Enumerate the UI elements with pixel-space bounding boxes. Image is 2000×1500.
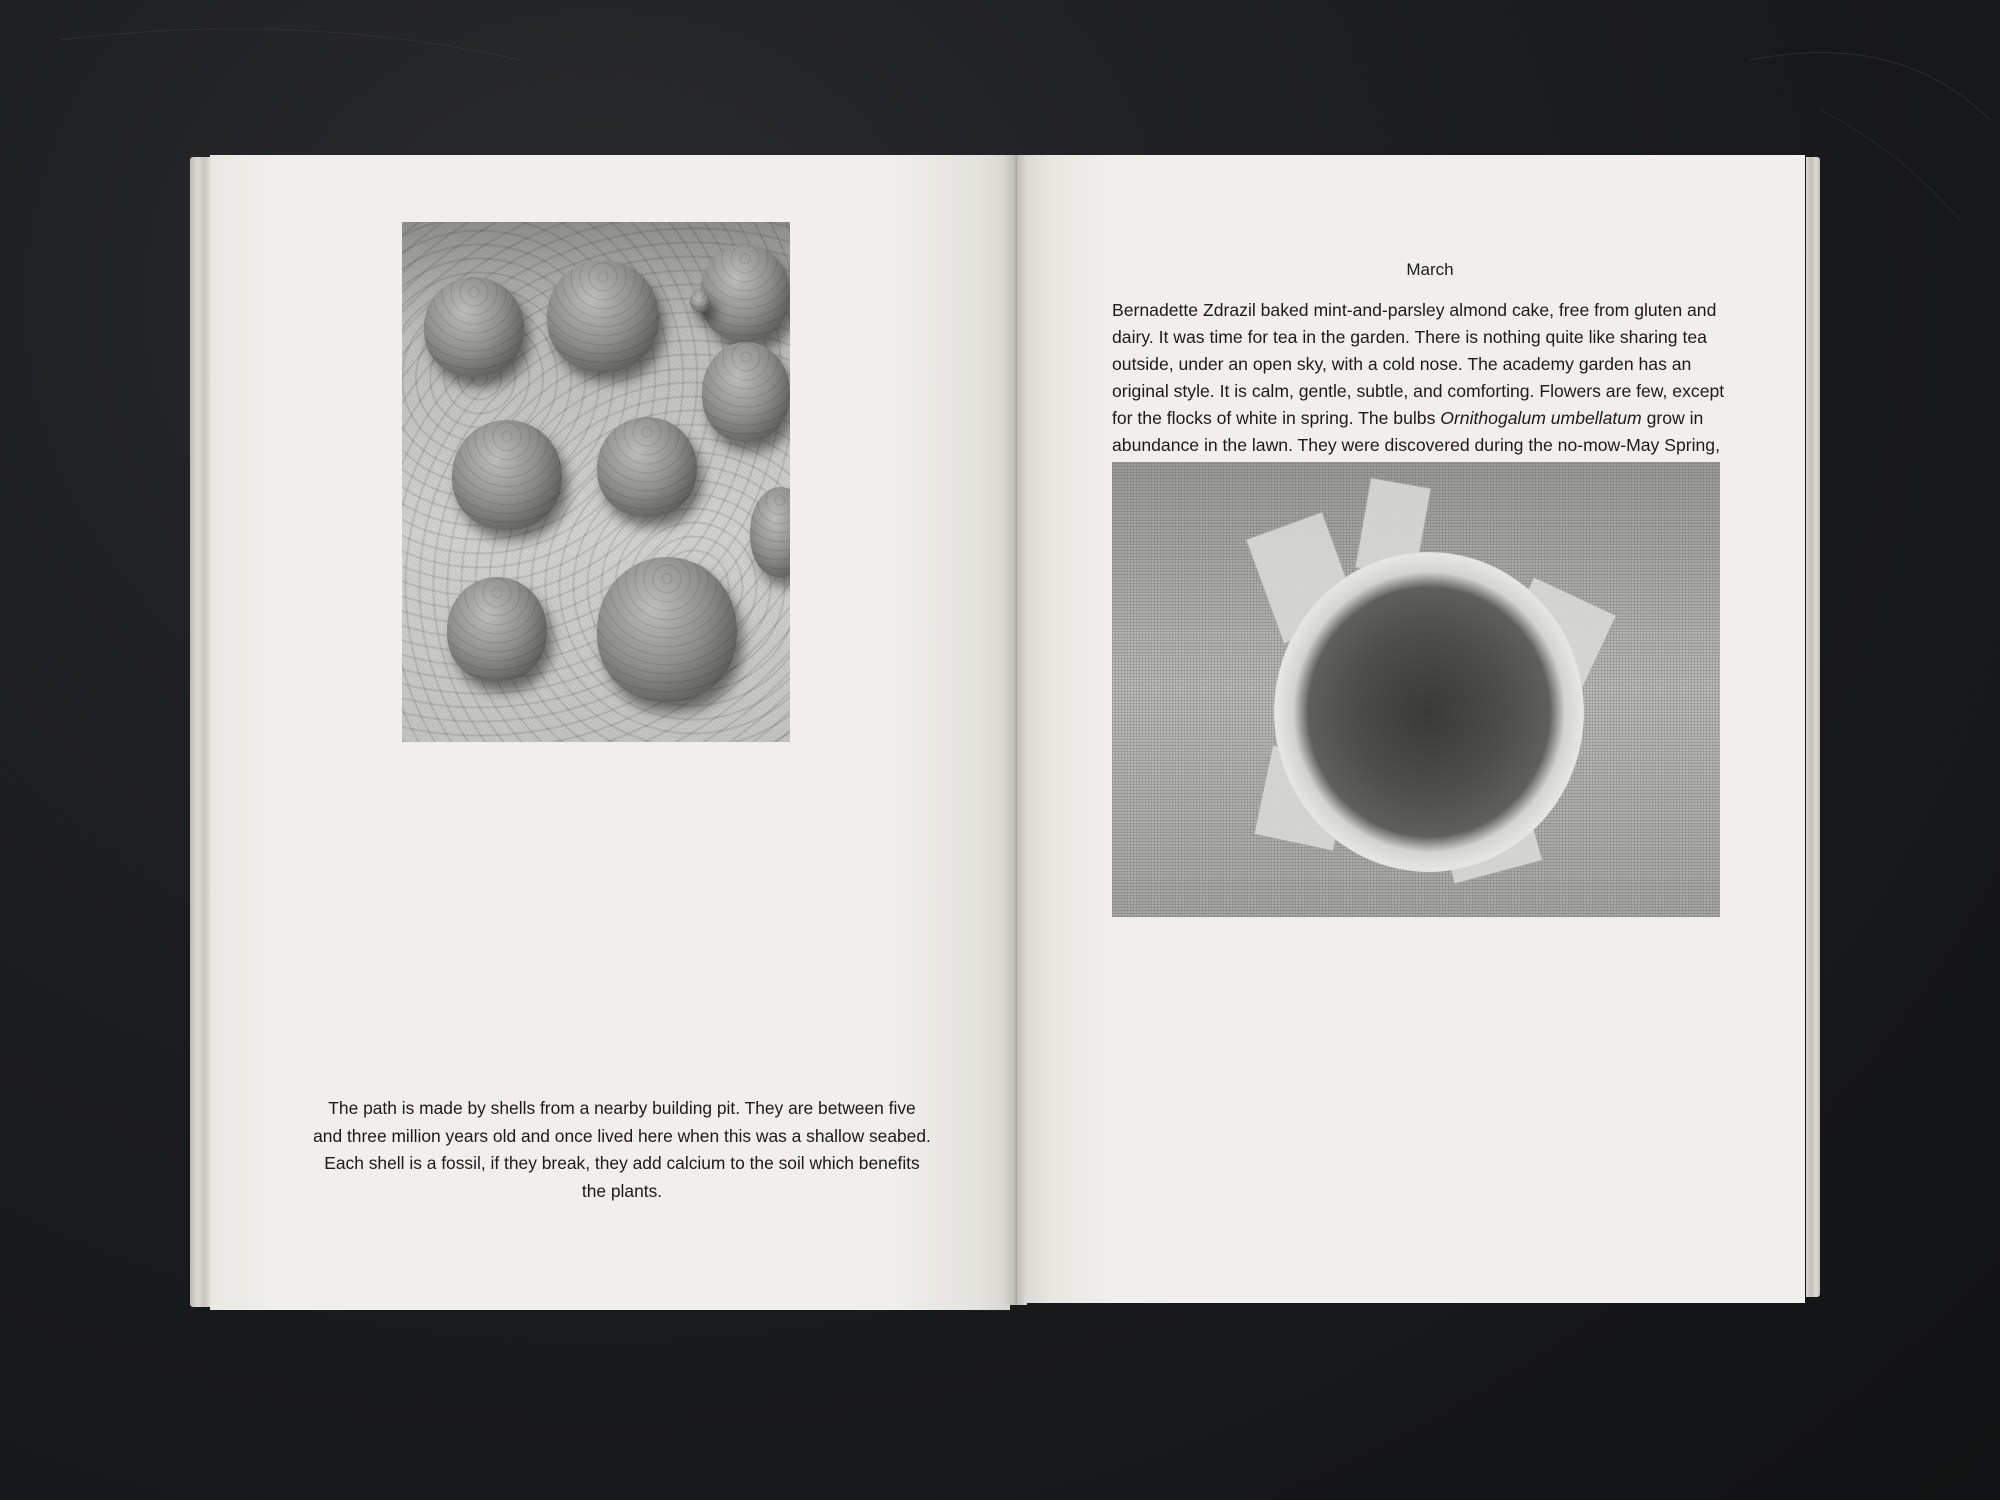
cake-tin [1274, 552, 1584, 872]
species-name: Ornithogalum umbellatum [1440, 408, 1642, 428]
shell [700, 244, 790, 342]
shell [702, 342, 790, 442]
body-text-part1: Bernadette Zdrazil baked mint-and-parsley almond cake, free from gluten and dairy. It was time for tea in the garden. There is nothing quite like sharing tea outside, under an open sky, with a cold nose. The academy garden has an original style. It is calm, gentle, subtle, and comforting. Flowers are few, except for the flocks of white in spring. The bulbs [1112, 300, 1725, 428]
shells-photo [402, 222, 790, 742]
page-edges-right [1806, 157, 1820, 1297]
cake-photo [1112, 462, 1720, 917]
shell [547, 260, 659, 372]
shell [424, 277, 524, 377]
shell [452, 420, 562, 530]
body-text-part2: grow in abundance in the lawn. They were discovered during the no-mow-May Spring, [1112, 408, 1720, 455]
shell [597, 417, 697, 517]
shell [447, 577, 547, 682]
book-gutter [1005, 155, 1027, 1305]
shells-caption: The path is made by shells from a nearby building pit. They are between five and three million years old and once lived here when this was a shallow seabed. Each shell is a fossil, if they break, they add calcium to the soil which benefits the plants. [313, 1098, 931, 1201]
shell [597, 557, 737, 702]
page-title: March [1406, 260, 1454, 279]
shell [690, 290, 710, 312]
shell [750, 487, 790, 577]
